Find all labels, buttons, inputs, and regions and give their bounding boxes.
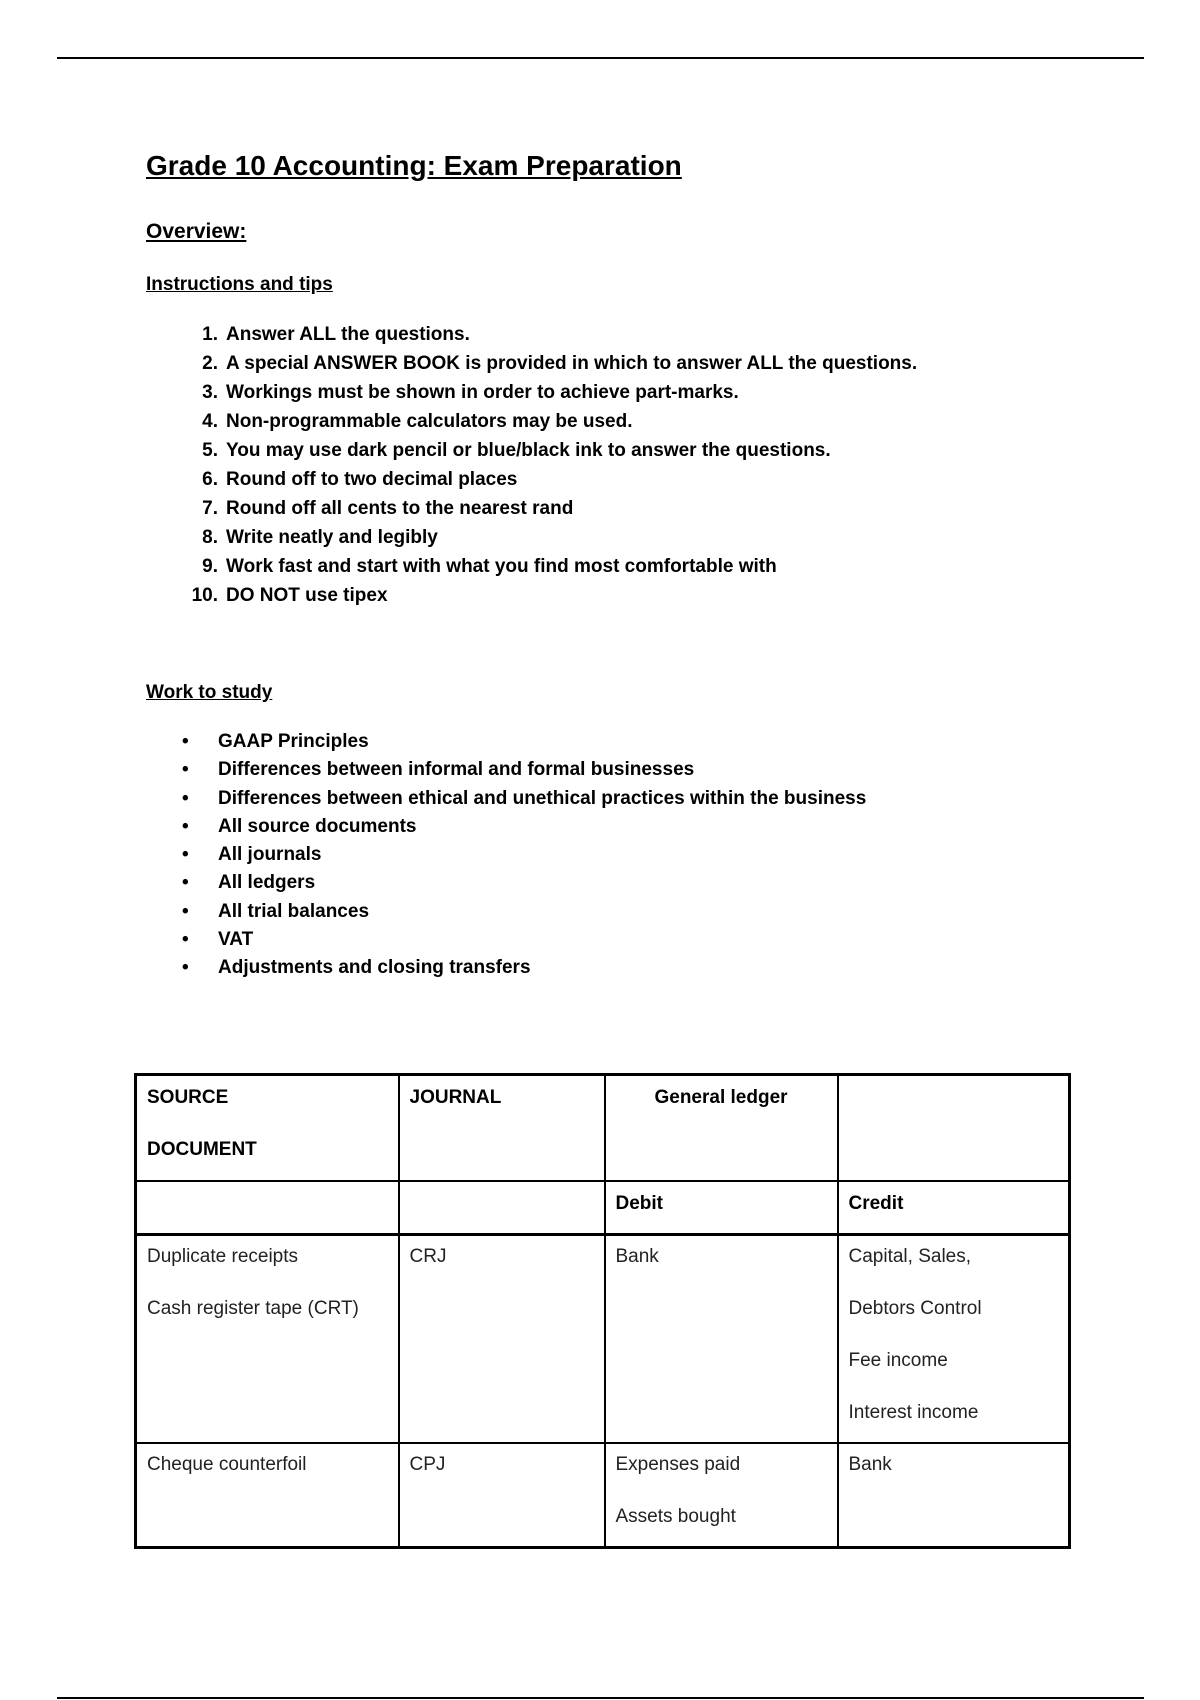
bullet-icon: • <box>182 759 189 781</box>
list-item: • Differences between ethical and unethical practices within the business <box>146 785 1096 813</box>
journal-cell: CPJ <box>399 1443 605 1548</box>
document-body <box>146 148 1096 983</box>
table-row <box>136 1443 1070 1548</box>
list-item: 7. Round off all cents to the nearest rand <box>202 498 574 519</box>
bottom-rule <box>57 1697 1144 1699</box>
list-item: • VAT <box>146 926 1096 954</box>
debit-cell: Expenses paid Assets bought <box>605 1443 838 1548</box>
list-item: 3. Workings must be shown in order to achieve part-marks. <box>202 382 739 403</box>
list-item: • Differences between informal and formal businesses <box>146 756 1096 784</box>
overview-heading: Overview: <box>146 220 247 243</box>
source-journal-ledger-table <box>134 1073 1071 1549</box>
list-item: 4. Non-programmable calculators may be used. <box>202 411 633 432</box>
credit-cell: Bank <box>838 1443 1070 1548</box>
empty-cell <box>136 1181 399 1235</box>
debit-cell: Bank <box>605 1235 838 1443</box>
source-cell: Duplicate receipts Cash register tape (CRT) <box>136 1235 399 1443</box>
credit-cell: Capital, Sales, Debtors Control Fee income Interest income <box>838 1235 1070 1443</box>
list-item: 10. DO NOT use tipex <box>191 585 388 606</box>
empty-cell <box>399 1181 605 1235</box>
journal-header: JOURNAL <box>399 1075 605 1181</box>
table-header-row <box>136 1075 1070 1181</box>
bullet-icon: • <box>182 815 189 837</box>
bullet-icon: • <box>182 844 189 866</box>
table-subheader-row <box>136 1181 1070 1235</box>
list-item: • All journals <box>146 841 1096 869</box>
list-item: • Adjustments and closing transfers <box>146 954 1096 982</box>
list-item: 8. Write neatly and legibly <box>202 527 438 548</box>
general-ledger-header: General ledger <box>605 1075 838 1181</box>
list-item: • All trial balances <box>146 898 1096 926</box>
bullet-icon: • <box>182 957 189 979</box>
list-item: 9. Work fast and start with what you find most comfortable with <box>202 556 777 577</box>
list-item: 2. A special ANSWER BOOK is provided in which to answer ALL the questions. <box>202 353 918 374</box>
empty-header-cell <box>838 1075 1070 1181</box>
list-item: • All ledgers <box>146 869 1096 897</box>
debit-header: Debit <box>605 1181 838 1235</box>
study-list <box>146 728 1096 983</box>
list-item: 5. You may use dark pencil or blue/black ink to answer the questions. <box>202 440 831 461</box>
source-cell: Cheque counterfoil <box>136 1443 399 1548</box>
journal-cell: CRJ <box>399 1235 605 1443</box>
bullet-icon: • <box>182 929 189 951</box>
bullet-icon: • <box>182 872 189 894</box>
list-item: • All source documents <box>146 813 1096 841</box>
bullet-icon: • <box>182 731 189 752</box>
list-item: 6. Round off to two decimal places <box>202 469 518 490</box>
instructions-heading: Instructions and tips <box>146 274 333 295</box>
bullet-icon: • <box>182 900 189 922</box>
table-row <box>136 1235 1070 1443</box>
instructions-list <box>146 320 1096 610</box>
top-rule <box>57 57 1144 59</box>
work-to-study-heading: Work to study <box>146 682 273 703</box>
list-item: • GAAP Principles <box>146 728 1096 756</box>
page-title: Grade 10 Accounting: Exam Preparation <box>146 150 682 181</box>
source-document-header: SOURCE DOCUMENT <box>136 1075 399 1181</box>
list-item: 1. Answer ALL the questions. <box>202 324 470 345</box>
bullet-icon: • <box>182 787 189 809</box>
credit-header: Credit <box>838 1181 1070 1235</box>
